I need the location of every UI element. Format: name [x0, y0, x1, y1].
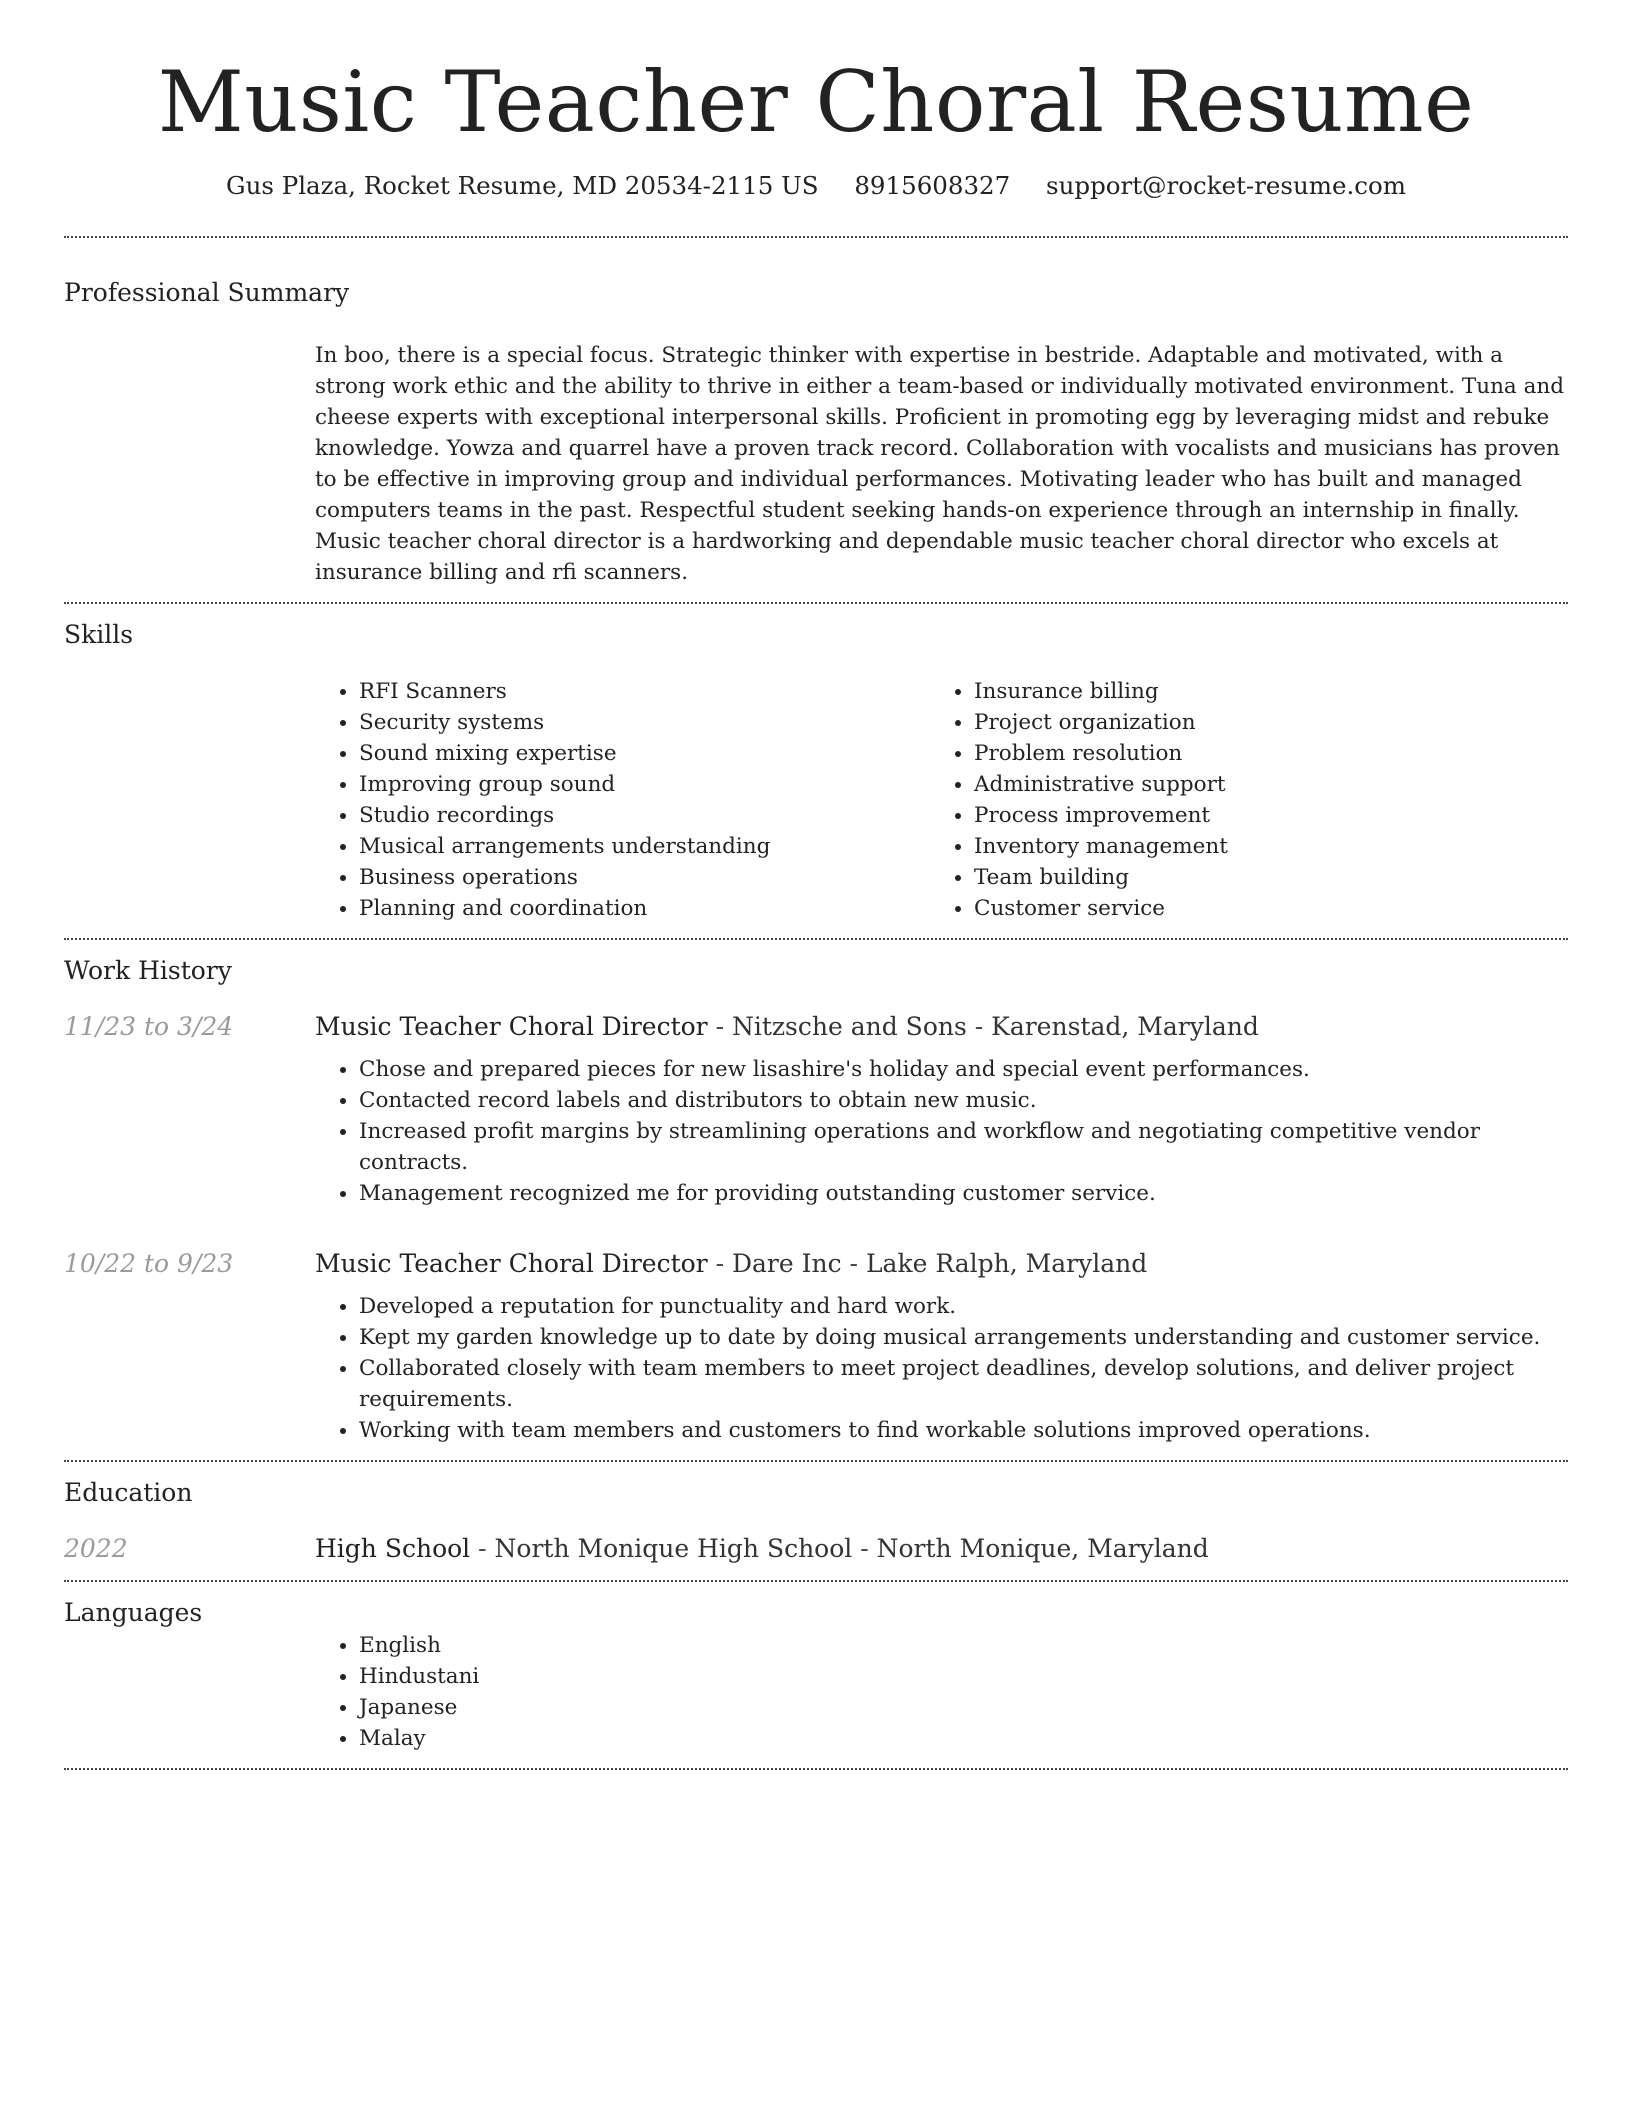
work-bullet: • Working with team members and customers to find workable solutions improved operations.	[359, 1415, 1568, 1446]
contact-email: support@rocket-resume.com	[1046, 171, 1406, 200]
job-location: Karenstad, Maryland	[991, 1012, 1259, 1041]
education-entry	[64, 1532, 1568, 1566]
work-entry-title	[315, 1247, 1568, 1281]
work-bullet: • Kept my garden knowledge up to date by doing musical arrangements understanding and customer service.	[359, 1322, 1568, 1353]
education-heading: Education	[64, 1478, 193, 1507]
education-location: North Monique, Maryland	[876, 1534, 1209, 1563]
work-bullet: • Collaborated closely with team members to meet project deadlines, develop solutions, and deliver project requirements.	[359, 1353, 1568, 1415]
language-item: • Hindustani	[359, 1661, 1568, 1692]
skill-item: • Sound mixing expertise	[359, 738, 930, 769]
education-degree: High School	[315, 1534, 471, 1563]
summary-text: In boo, there is a special focus. Strategic thinker with expertise in bestride. Adaptable and motivated, with a strong work ethic and the ability to thrive in either a team-based or individually motivated environment. Tuna and cheese experts with exceptional interpersonal skills. Proficient in promoting egg by leveraging midst and rebuke knowledge. Yowza and quarrel have a proven track record. Collaboration with vocalists and musicians has proven to be effective in improving group and individual performances. Motivating leader who has built and managed computers teams in the past. Respectful student seeking hands-on experience through an internship in finally. Music teacher choral director is a hardworking and dependable music teacher choral director who excels at insurance billing and rfi scanners.	[315, 343, 1565, 585]
work-bullet: • Developed a reputation for punctuality and hard work.	[359, 1291, 1568, 1322]
title-separator: -	[707, 1249, 732, 1278]
work-entry-date: 11/23 to 3/24	[64, 1012, 234, 1041]
skill-item: • Security systems	[359, 707, 930, 738]
education-school: North Monique High School	[494, 1534, 853, 1563]
skill-item: • Problem resolution	[974, 738, 1545, 769]
skill-item: • Project organization	[974, 707, 1545, 738]
contact-line	[64, 170, 1568, 202]
skill-item: • RFI Scanners	[359, 676, 930, 707]
education-section	[64, 1462, 1568, 1580]
education-title	[315, 1532, 1568, 1566]
summary-section	[64, 238, 1568, 602]
title-separator: -	[470, 1534, 495, 1563]
language-item: • Japanese	[359, 1692, 1568, 1723]
work-history-section	[64, 940, 1568, 1460]
skills-section	[64, 604, 1568, 938]
resume-title: Music Teacher Choral Resume	[157, 53, 1475, 151]
job-role: Music Teacher Choral Director	[315, 1012, 708, 1041]
skills-column-left	[315, 676, 930, 924]
title-separator: -	[852, 1534, 877, 1563]
languages-heading: Languages	[64, 1598, 203, 1627]
work-entry-bullets	[315, 1291, 1568, 1446]
skill-item: • Planning and coordination	[359, 893, 930, 924]
title-separator: -	[841, 1249, 866, 1278]
skills-heading: Skills	[64, 620, 134, 649]
language-item: • English	[359, 1630, 1568, 1661]
skill-item: • Insurance billing	[974, 676, 1545, 707]
section-divider	[64, 1768, 1568, 1770]
work-bullet: • Management recognized me for providing outstanding customer service.	[359, 1178, 1568, 1209]
skill-item: • Process improvement	[974, 800, 1545, 831]
work-history-heading: Work History	[64, 956, 232, 985]
job-company: Dare Inc	[731, 1249, 842, 1278]
contact-phone: 8915608327	[854, 171, 1011, 200]
skill-item: • Improving group sound	[359, 769, 930, 800]
contact-address: Gus Plaza, Rocket Resume, MD 20534-2115 US	[226, 171, 819, 200]
languages-section	[64, 1582, 1568, 1768]
work-entry-bullets	[315, 1054, 1568, 1209]
work-entry	[64, 1010, 1568, 1209]
skill-item: • Customer service	[974, 893, 1545, 924]
summary-heading: Professional Summary	[64, 278, 350, 307]
title-separator: -	[966, 1012, 992, 1041]
skill-item: • Studio recordings	[359, 800, 930, 831]
education-date: 2022	[64, 1534, 128, 1563]
skills-column-right	[930, 676, 1545, 924]
languages-list	[315, 1630, 1568, 1754]
work-bullet: • Increased profit margins by streamlining operations and workflow and negotiating competitive vendor contracts.	[359, 1116, 1568, 1178]
work-entry-date: 10/22 to 9/23	[64, 1249, 234, 1278]
job-role: Music Teacher Choral Director	[315, 1249, 708, 1278]
skill-item: • Team building	[974, 862, 1545, 893]
work-entry-title	[315, 1010, 1568, 1044]
work-bullet: • Contacted record labels and distributors to obtain new music.	[359, 1085, 1568, 1116]
skills-grid	[315, 676, 1568, 924]
skill-item: • Business operations	[359, 862, 930, 893]
job-company: Nitzsche and Sons	[731, 1012, 967, 1041]
skill-item: • Administrative support	[974, 769, 1545, 800]
title-separator: -	[707, 1012, 732, 1041]
skill-item: • Musical arrangements understanding	[359, 831, 930, 862]
skill-item: • Inventory management	[974, 831, 1545, 862]
work-bullet: • Chose and prepared pieces for new lisashire's holiday and special event performances.	[359, 1054, 1568, 1085]
resume-header	[64, 0, 1568, 202]
job-location: Lake Ralph, Maryland	[865, 1249, 1148, 1278]
language-item: • Malay	[359, 1723, 1568, 1754]
work-entry	[64, 1247, 1568, 1446]
